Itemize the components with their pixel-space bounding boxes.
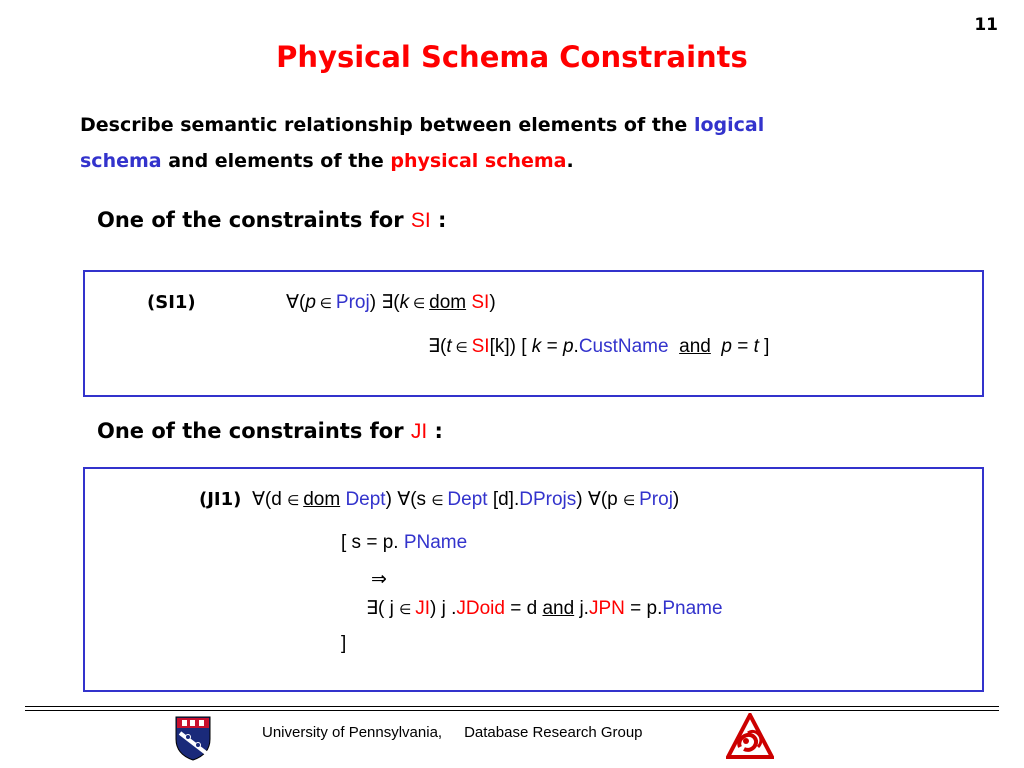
intro-logical: logical <box>693 114 765 136</box>
ji1-line-2: [ s = p. PName <box>341 532 468 553</box>
intro-line-1 <box>80 114 764 136</box>
footer-text <box>262 724 643 741</box>
heading-ji-name: JI <box>410 420 428 443</box>
ji1-line-4: ∃( j ∈ JI) j .JDoid = d and j.JPN = p.Pname <box>366 598 723 619</box>
footer-group: Database Research Group <box>464 724 643 741</box>
ji1-implies: ⇒ <box>371 569 387 590</box>
si1-line-1: ∀(p ∈ Proj) ∃(k ∈ dom SI) <box>286 292 496 313</box>
intro-period: . <box>566 150 574 172</box>
intro-text-1: Describe semantic relationship between elements of the <box>80 114 694 136</box>
ji1-line-5: ] <box>341 633 347 654</box>
heading-ji-colon: : <box>427 419 443 443</box>
slide-title: Physical Schema Constraints <box>276 40 748 74</box>
intro-line-2 <box>80 150 574 172</box>
footer-rule-top <box>25 706 999 707</box>
heading-si-colon: : <box>430 208 447 232</box>
intro-text-2: and elements of the <box>161 150 391 172</box>
ji1-label: (JI1) <box>199 489 242 510</box>
ji1-line-1: (JI1) ∀(d ∈ dom Dept) ∀(s ∈ Dept [d].DProjs) ∀(p ∈ Proj) <box>199 489 680 510</box>
constraint-box-si1 <box>83 270 984 397</box>
si1-line-2: ∃(t ∈ SI[k]) [ k = p.CustName and p = t ] <box>428 336 770 357</box>
heading-si-text: One of the constraints for <box>97 208 411 232</box>
si1-label <box>147 292 196 314</box>
heading-ji-text: One of the constraints for <box>97 419 411 443</box>
intro-schema: schema <box>80 150 162 172</box>
intro-physical-schema: physical schema <box>390 150 567 172</box>
slide-number: 11 <box>974 15 998 35</box>
heading-ji <box>97 419 443 444</box>
footer-rule-bottom <box>25 710 999 711</box>
footer-university: University of Pennsylvania, <box>262 724 443 741</box>
si1-label-text: (SI1) <box>147 292 196 313</box>
research-group-logo-icon <box>726 713 774 761</box>
penn-shield-icon <box>174 715 212 761</box>
heading-si <box>97 208 446 233</box>
heading-si-name: SI <box>410 209 431 232</box>
